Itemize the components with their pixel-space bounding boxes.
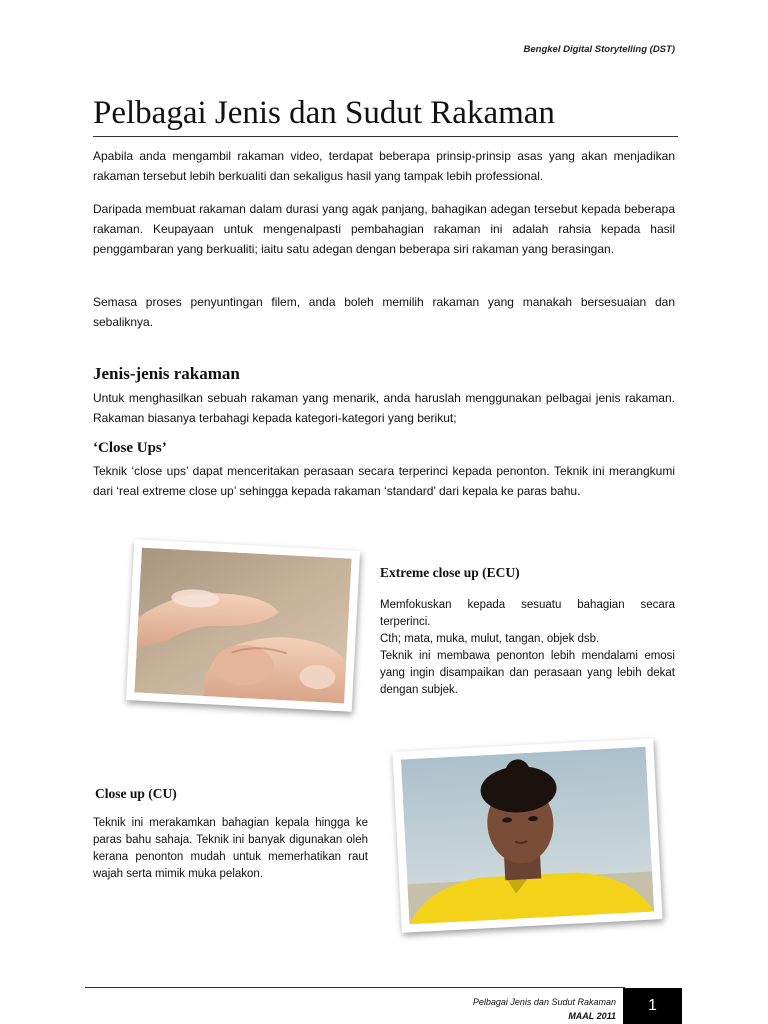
closeups-body: Teknik ‘close ups’ dapat menceritakan perasaan secara terperinci kepada penonton. Teknik ini merangkumi dari ‘real extreme close up’ sehingga kepada rakaman ‘standard’ dari kepala ke paras bahu. bbox=[93, 464, 675, 498]
intro-paragraph-3: Semasa proses penyuntingan filem, anda boleh memilih rakaman yang manakah bersesuaian dan sebaliknya. bbox=[93, 295, 675, 329]
footer-text bbox=[473, 995, 616, 1023]
ecu-desc-3: Teknik ini membawa penonton lebih mendalami emosi yang ingin disampaikan dan perasaan yang lebih dekat dengan subjek. bbox=[380, 650, 675, 696]
ecu-finger-photo bbox=[126, 539, 360, 712]
page-number: 1 bbox=[623, 988, 682, 1024]
footer-title: Pelbagai Jenis dan Sudut Rakaman bbox=[472, 997, 616, 1007]
footer-sub: MAAL 2011 bbox=[568, 1011, 616, 1021]
running-header: Bengkel Digital Storytelling (DST) bbox=[523, 44, 675, 55]
footer-rule bbox=[85, 987, 625, 988]
section-heading: Jenis-jenis rakaman bbox=[93, 364, 240, 383]
closeups-heading: ‘Close Ups’ bbox=[93, 440, 167, 456]
page-title: Pelbagai Jenis dan Sudut Rakaman bbox=[93, 92, 678, 137]
ecu-heading: Extreme close up (ECU) bbox=[380, 565, 520, 580]
intro-paragraph-1: Apabila anda mengambil rakaman video, terdapat beberapa prinsip-prinsip asas yang akan menjadikan rakaman tersebut lebih berkualiti dan sekaligus hasil yang tampak lebih professional. bbox=[93, 149, 675, 183]
section-body: Untuk menghasilkan sebuah rakaman yang menarik, anda haruslah menggunakan pelbagai jenis rakaman. Rakaman biasanya terbahagi kepada kategori-kategori yang berikut; bbox=[93, 391, 675, 425]
cu-man-photo bbox=[392, 738, 662, 932]
cu-body: Teknik ini merakamkan bahagian kepala hingga ke paras bahu sahaja. Teknik ini banyak digunakan oleh kerana penonton mudah untuk memerhatikan raut wajah serta mimik muka pelakon. bbox=[93, 817, 368, 880]
ecu-desc-1: Memfokuskan kepada sesuatu bahagian secara terperinci. bbox=[380, 599, 675, 628]
ecu-desc-2: Cth; mata, muka, mulut, tangan, objek dsb. bbox=[380, 633, 600, 645]
intro-paragraph-2: Daripada membuat rakaman dalam durasi yang agak panjang, bahagikan adegan tersebut kepada beberapa rakaman. Keupayaan untuk mengenalpasti pembahagian rakaman ini adalah rahsia kepada hasil penggambaran yang berkualiti; iaitu satu adegan dengan beberapa siri rakaman yang berasingan. bbox=[93, 202, 675, 256]
cu-heading: Close up (CU) bbox=[95, 786, 177, 801]
